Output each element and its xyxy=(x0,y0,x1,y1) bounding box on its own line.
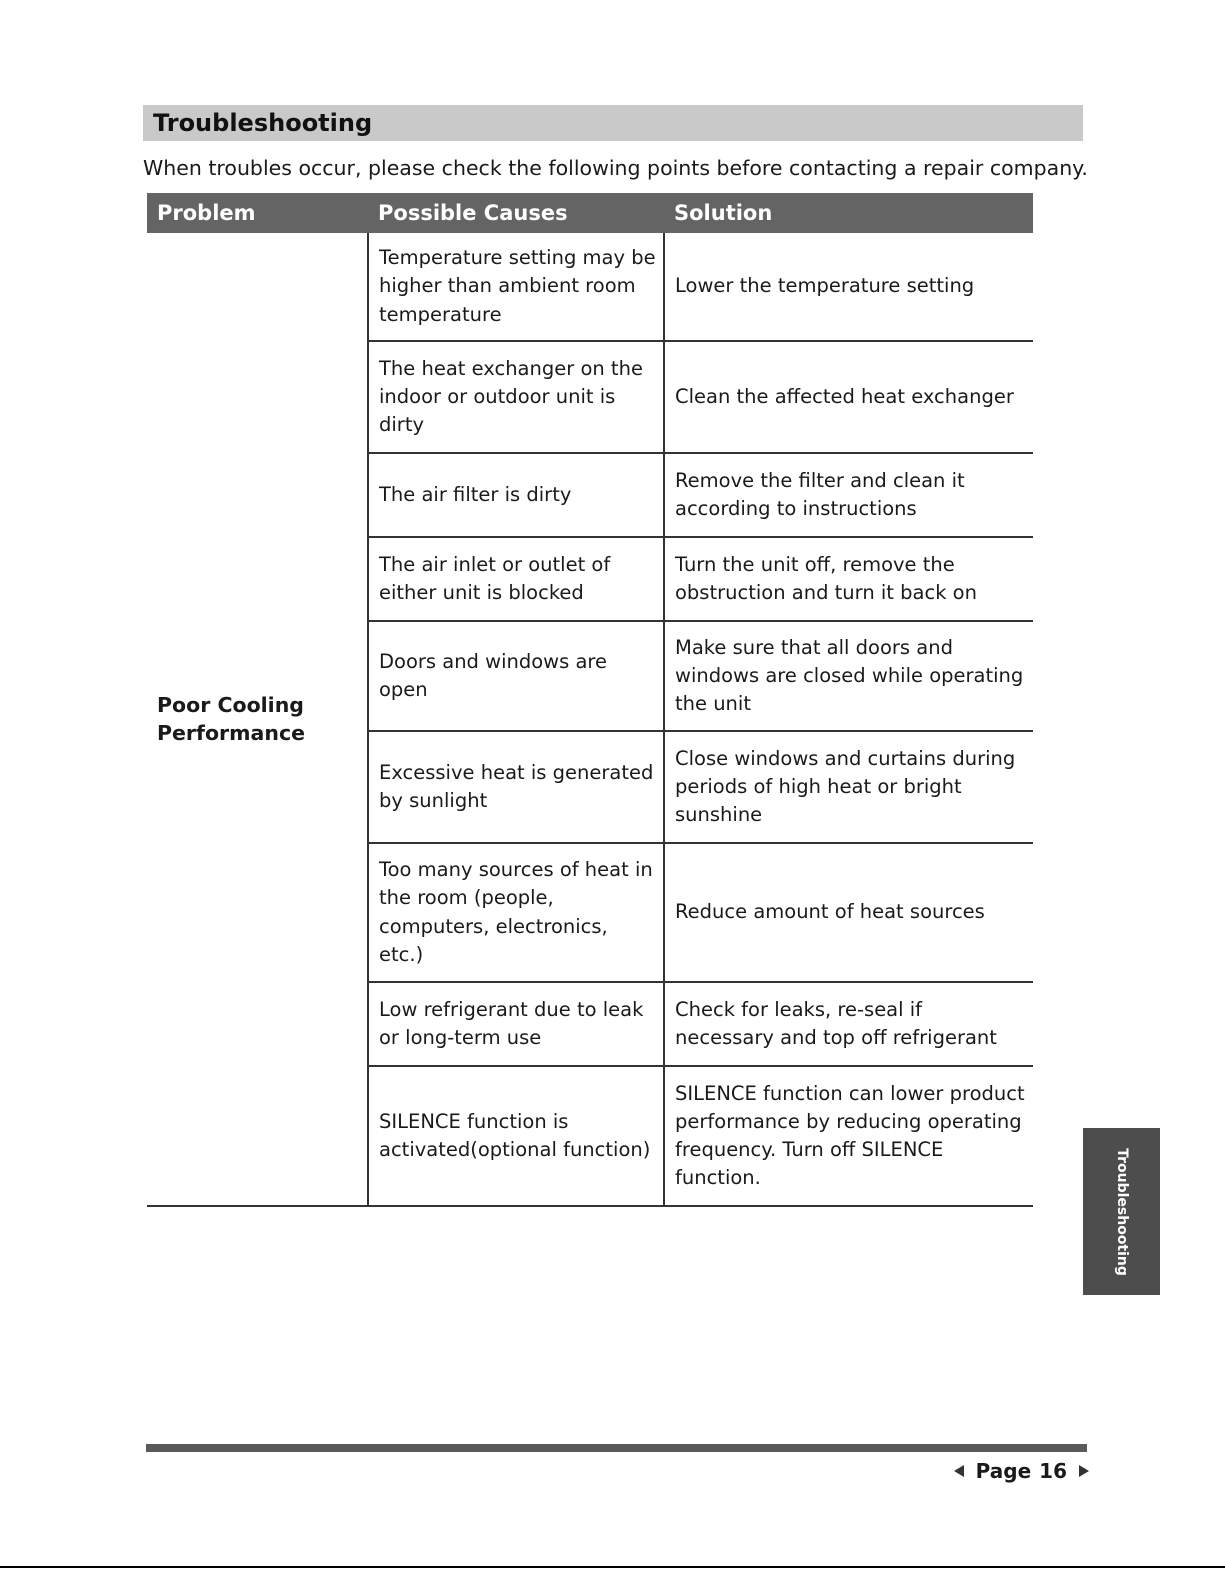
cause-cell: The air inlet or outlet of either unit is blocked xyxy=(368,537,664,621)
table-row xyxy=(147,233,1033,341)
cause-cell: Temperature setting may be higher than ambient room temperature xyxy=(368,233,664,341)
solution-cell: Remove the filter and clean it according to instructions xyxy=(664,453,1033,537)
solution-cell: Turn the unit off, remove the obstruction and turn it back on xyxy=(664,537,1033,621)
solution-cell: Check for leaks, re-seal if necessary and top off refrigerant xyxy=(664,982,1033,1066)
table-header-row xyxy=(147,193,1033,233)
page-label: Page xyxy=(975,1459,1032,1483)
cause-cell: SILENCE function is activated(optional function) xyxy=(368,1066,664,1206)
solution-cell: SILENCE function can lower product performance by reducing operating frequency. Turn off SILENCE function. xyxy=(664,1066,1033,1206)
solution-cell: Reduce amount of heat sources xyxy=(664,843,1033,982)
cause-cell: Excessive heat is generated by sunlight xyxy=(368,731,664,843)
problem-label-line2: Performance xyxy=(157,721,305,745)
header-solution: Solution xyxy=(664,193,1033,233)
cause-cell: Low refrigerant due to leak or long-term use xyxy=(368,982,664,1066)
next-page-arrow-icon[interactable] xyxy=(1079,1465,1089,1477)
page-navigation xyxy=(954,1457,1089,1485)
cause-cell: Too many sources of heat in the room (people, computers, electronics, etc.) xyxy=(368,843,664,982)
troubleshooting-table-wrapper xyxy=(147,193,1033,1207)
solution-cell: Close windows and curtains during periods of high heat or bright sunshine xyxy=(664,731,1033,843)
section-title: Troubleshooting xyxy=(153,109,373,137)
cause-cell: The air filter is dirty xyxy=(368,453,664,537)
page-number: 16 xyxy=(1039,1459,1067,1483)
solution-cell: Clean the affected heat exchanger xyxy=(664,341,1033,453)
troubleshooting-table xyxy=(147,193,1033,1207)
previous-page-arrow-icon[interactable] xyxy=(954,1465,964,1477)
solution-cell: Make sure that all doors and windows are closed while operating the unit xyxy=(664,621,1033,731)
cause-cell: Doors and windows are open xyxy=(368,621,664,731)
header-problem: Problem xyxy=(147,193,368,233)
solution-cell: Lower the temperature setting xyxy=(664,233,1033,341)
problem-label-line1: Poor Cooling xyxy=(157,692,304,717)
side-tab-label: Troubleshooting xyxy=(1113,1147,1130,1276)
intro-text: When troubles occur, please check the following points before contacting a repair company. xyxy=(143,156,1088,180)
cause-cell: The heat exchanger on the indoor or outdoor unit is dirty xyxy=(368,341,664,453)
problem-cell xyxy=(147,233,368,1206)
footer-divider xyxy=(146,1444,1087,1452)
page-bottom-border xyxy=(0,1566,1225,1568)
header-possible-causes: Possible Causes xyxy=(368,193,664,233)
section-title-bar xyxy=(143,105,1083,141)
section-side-tab[interactable] xyxy=(1083,1128,1160,1295)
